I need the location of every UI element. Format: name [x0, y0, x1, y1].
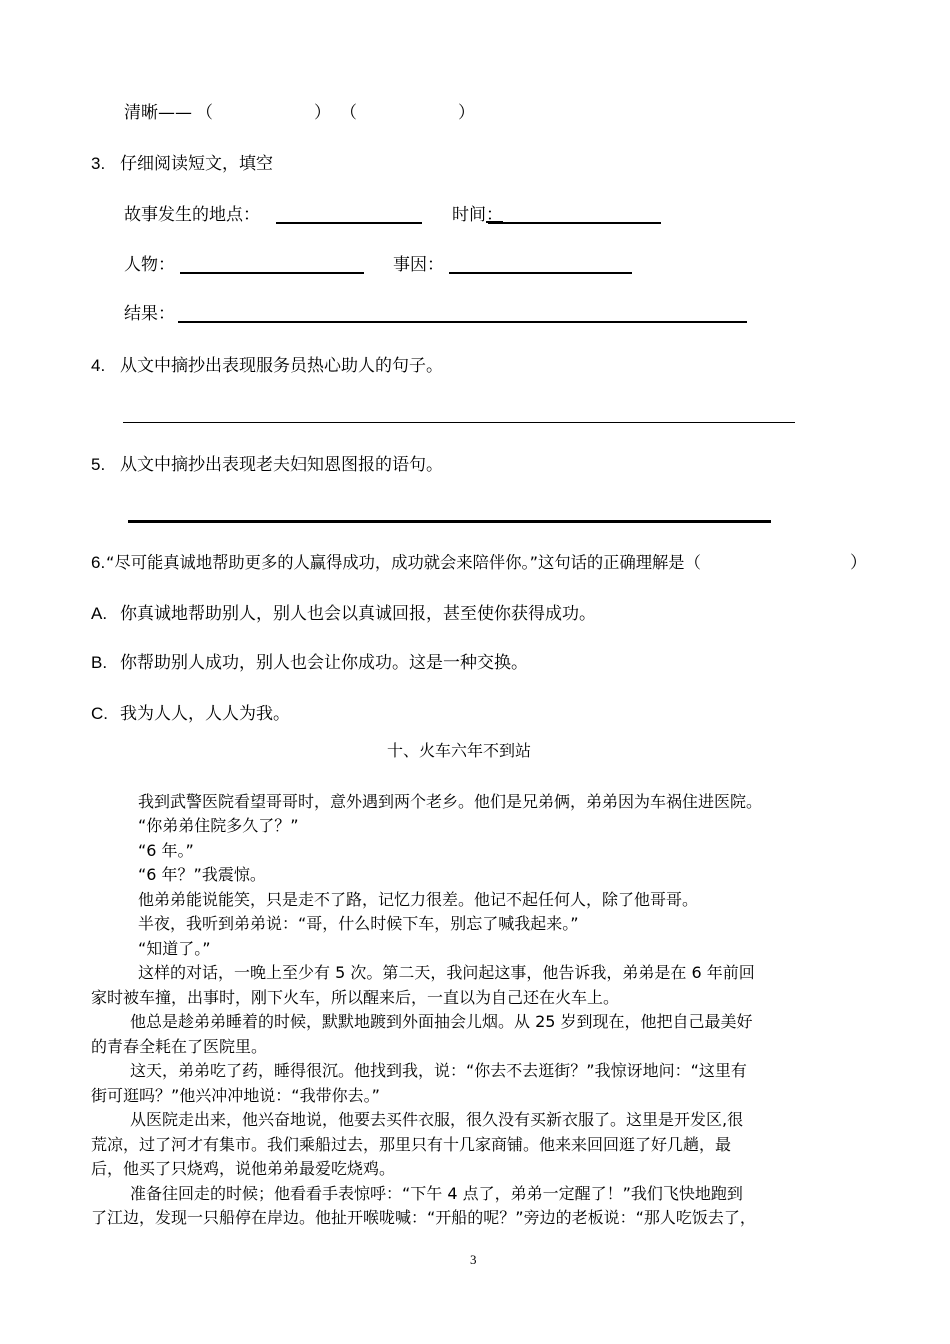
story-line: 了江边，发现一只船停在岸边。他扯开喉咙喊：“开船的呢？”旁边的老板说：“那人吃饭去了，	[91, 1208, 756, 1227]
q5-question: 从文中摘抄出表现老夫妇知恩图报的语句。	[120, 455, 443, 475]
q3-question: 仔细阅读短文，填空	[120, 154, 273, 174]
q4-answer-blank[interactable]	[123, 422, 795, 423]
q5-answer-blank[interactable]	[128, 520, 771, 523]
q3-people-blank[interactable]	[180, 272, 364, 274]
q6-number: 6.	[91, 553, 106, 572]
story-line: 从医院走出来，他兴奋地说，他要去买件衣服，很久没有买新衣服了。这里是开发区,很	[130, 1110, 744, 1129]
story-line: “你弟弟住院多久了？”	[138, 816, 299, 835]
story-line: 家时被车撞，出事时，刚下火车，所以醒来后，一直以为自己还在火车上。	[91, 988, 620, 1007]
q6-question: “尽可能真诚地帮助更多的人赢得成功，成功就会来陪伴你。”这句话的正确理解是（	[106, 553, 701, 572]
q4-number: 4.	[91, 356, 106, 375]
story-line: 我到武警医院看望哥哥时，意外遇到两个老乡。他们是兄弟俩，弟弟因为车祸住进医院。	[138, 792, 763, 811]
q3-time-label: 时间	[452, 205, 486, 225]
story-line: 准备往回走的时候；他看看手表惊呼：“下午 4 点了，弟弟一定醒了！”我们飞快地跑到	[130, 1184, 743, 1203]
option-b-text: 你帮助别人成功，别人也会让你成功。这是一种交换。	[120, 653, 528, 673]
story-line: 的青春全耗在了医院里。	[91, 1037, 268, 1056]
option-c-text: 我为人人，人人为我。	[120, 704, 290, 724]
option-a-letter: A.	[91, 604, 108, 623]
q3-cause-blank[interactable]	[449, 272, 632, 274]
story-line: 这样的对话，一晚上至少有 5 次。第二天，我问起这事，他告诉我，弟弟是在 6 年前回	[138, 963, 755, 982]
q3-place-blank[interactable]	[276, 222, 422, 224]
q3-place-label: 故事发生的地点：	[124, 205, 260, 225]
story-line: “6 年？”我震惊。	[138, 865, 266, 884]
q3-result-label: 结果：	[124, 304, 175, 324]
q3-time-colon: ：	[486, 205, 503, 225]
q4-question: 从文中摘抄出表现服务员热心助人的句子。	[120, 356, 443, 376]
q3-people-label: 人物：	[124, 255, 175, 275]
q3-cause-label: 事因：	[393, 255, 444, 275]
q5-number: 5.	[91, 455, 106, 474]
story-title: 十、火车六年不到站	[387, 741, 532, 760]
story-line: 后，他买了只烧鸡，说他弟弟最爱吃烧鸡。	[91, 1159, 396, 1178]
q3-time-blank[interactable]	[488, 222, 661, 224]
story-line: 街可逛吗？”他兴冲冲地说：“我带你去。”	[91, 1086, 380, 1105]
q2-paren2-close: ）	[458, 103, 475, 123]
story-line: 他总是趁弟弟睡着的时候，默默地踱到外面抽会儿烟。从 25 岁到现在，他把自己最美好	[130, 1012, 753, 1031]
q3-number: 3.	[91, 154, 106, 173]
option-c-letter: C.	[91, 704, 108, 723]
story-line: 他弟弟能说能笑，只是走不了路，记忆力很差。他记不起任何人，除了他哥哥。	[138, 890, 699, 909]
option-b-letter: B.	[91, 653, 108, 672]
page-number: 3	[470, 1252, 477, 1267]
q2-word: 清晰——	[124, 103, 192, 123]
q2-paren1-close: ）	[314, 103, 331, 123]
story-line: “6 年。”	[138, 841, 194, 860]
q6-close-paren: ）	[850, 553, 867, 573]
story-line: 荒凉，过了河才有集市。我们乘船过去，那里只有十几家商铺。他来来回回逛了好几趟，最	[91, 1135, 732, 1154]
story-line: “知道了。”	[138, 939, 211, 958]
q3-result-blank[interactable]	[178, 321, 747, 323]
q2-paren2-open: （	[340, 103, 357, 123]
story-line: 半夜，我听到弟弟说：“哥，什么时候下车，别忘了喊我起来。”	[138, 914, 579, 933]
story-line: 这天，弟弟吃了药，睡得很沉。他找到我，说：“你去不去逛街？”我惊讶地问：“这里有	[130, 1061, 747, 1080]
q2-paren1-open: （	[196, 103, 213, 123]
option-a-text: 你真诚地帮助别人，别人也会以真诚回报，甚至使你获得成功。	[120, 604, 596, 624]
